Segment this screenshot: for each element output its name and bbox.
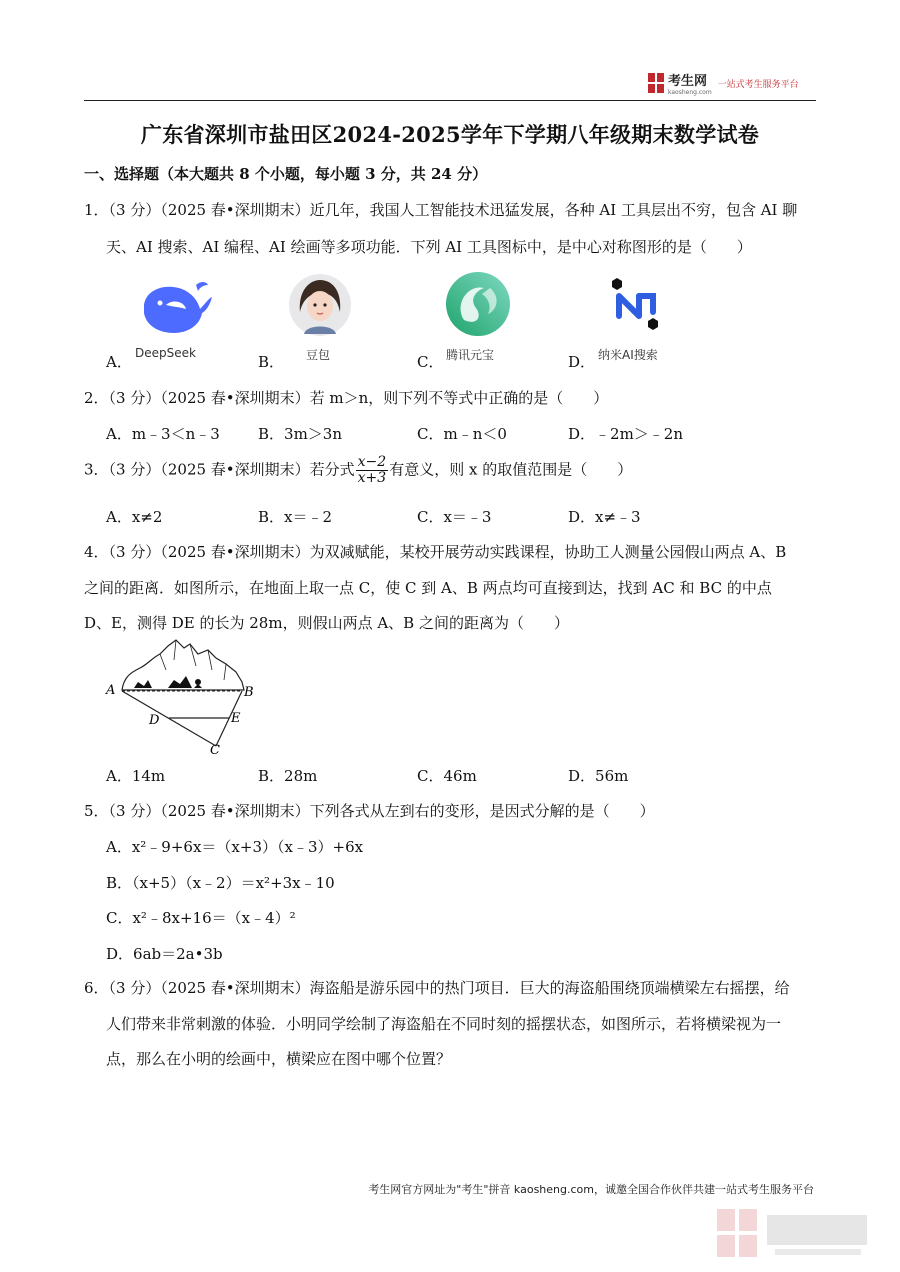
q3-frac-num: x−2 [357, 454, 387, 470]
header-rule [84, 100, 816, 101]
icon-label-deepseek: DeepSeek [135, 346, 196, 360]
logo-text: 考生网 [668, 73, 708, 89]
icon-label-nami: 纳米AI搜索 [598, 348, 658, 362]
q3-fraction [356, 455, 389, 486]
q1-option-c[interactable]: C． [417, 353, 444, 371]
q3-option-c[interactable]: C．x＝﹣3 [417, 508, 492, 526]
q4-line1: 4．（3 分）（2025 春•深圳期末）为双减赋能，某校开展劳动实践课程，协助工人测量公园假山两点 A、B [84, 543, 787, 561]
q1-line1: 1．（3 分）（2025 春•深圳期末）近几年，我国人工智能技术迅猛发展，各种 AI 工具层出不穷，包含 AI 聊 [84, 201, 798, 219]
page-title: 广东省深圳市盐田区2024-2025学年下学期八年级期末数学试卷 [140, 122, 760, 147]
q4-line2: 之间的距离．如图所示，在地面上取一点 C，使 C 到 A、B 两点均可直接到达，找到 AC 和 BC 的中点 [84, 579, 772, 597]
q3-stem [84, 455, 632, 486]
q1-line2: 天、AI 搜索、AI 编程、AI 绘画等多项功能．下列 AI 工具图标中，是中心对称图形的是（ ） [106, 238, 752, 256]
q6-line2: 人们带来非常刺激的体验．小明同学绘制了海盗船在不同时刻的摇摆状态，如图所示，若将横梁视为一 [106, 1015, 782, 1033]
q5-option-d[interactable]: D．6ab＝2a•3b [106, 945, 223, 963]
q2-option-c[interactable]: C．m﹣n＜0 [417, 425, 507, 443]
q5-option-a[interactable]: A．x²﹣9+6x＝（x+3）（x﹣3）+6x [106, 838, 364, 856]
watermark-logo [715, 1205, 875, 1260]
q6-line3: 点，那么在小明的绘画中，横梁应在图中哪个位置？ [106, 1050, 452, 1068]
q3-option-b[interactable]: B．x＝﹣2 [258, 508, 333, 526]
kaosheng-logo-icon [648, 73, 664, 93]
q5-option-b[interactable]: B．（x+5）（x﹣2）＝x²+3x﹣10 [106, 874, 335, 892]
footer-text: 考生网官方网址为"考生"拼音 kaosheng.com，诚邀全国合作伙伴共建一站式考生服务平台 [368, 1183, 814, 1196]
fig-label-d: D [149, 713, 160, 728]
deepseek-whale-icon [136, 275, 216, 343]
q1-option-b[interactable]: B． [258, 353, 285, 371]
q3-stem-before: 3．（3 分）（2025 春•深圳期末）若分式 [84, 460, 355, 479]
yuanbao-icon [444, 270, 512, 338]
q4-line3: D、E，测得 DE 的长为 28m，则假山两点 A、B 之间的距离为（ ） [84, 614, 569, 632]
q4-option-a[interactable]: A．14m [106, 767, 166, 785]
q3-frac-den: x+3 [357, 470, 387, 486]
q1-option-d[interactable]: D． [568, 353, 596, 371]
header-logo [648, 70, 818, 96]
q3-option-d[interactable]: D．x≠﹣3 [568, 508, 641, 526]
q5-option-c[interactable]: C．x²﹣8x+16＝（x﹣4）² [106, 909, 296, 927]
fig-label-a: A [106, 683, 116, 698]
q1-option-a[interactable]: A． [106, 353, 132, 371]
q3-stem-after: 有意义，则 x 的取值范围是（ ） [389, 460, 633, 479]
q4-option-c[interactable]: C．46m [417, 767, 477, 785]
q6-line1: 6．（3 分）（2025 春•深圳期末）海盗船是游乐园中的热门项目．巨大的海盗船围绕顶端横梁左右摇摆，给 [84, 979, 790, 997]
fig-label-b: B [244, 685, 254, 700]
q4-option-b[interactable]: B．28m [258, 767, 318, 785]
q2-stem: 2．（3 分）（2025 春•深圳期末）若 m＞n，则下列不等式中正确的是（ ） [84, 389, 609, 407]
q4-mountain-figure [104, 636, 264, 756]
nami-ai-icon [605, 272, 665, 336]
q2-option-a[interactable]: A．m﹣3＜n﹣3 [106, 425, 220, 443]
fig-label-e: E [231, 711, 241, 726]
icon-label-yuanbao: 腾讯元宝 [446, 348, 495, 362]
q2-option-b[interactable]: B．3m＞3n [258, 425, 342, 443]
header-slogan: 一站式考生服务平台 [717, 79, 799, 90]
section-heading: 一、选择题（本大题共 8 个小题，每小题 3 分，共 24 分） [84, 165, 488, 183]
doubao-avatar-icon [288, 272, 352, 338]
q2-option-d[interactable]: D．﹣2m＞﹣2n [568, 425, 683, 443]
fig-label-c: C [210, 743, 220, 756]
logo-sub: kaosheng.com [668, 88, 712, 96]
icon-label-doubao: 豆包 [306, 348, 331, 362]
q5-stem: 5．（3 分）（2025 春•深圳期末）下列各式从左到右的变形，是因式分解的是（ ） [84, 802, 655, 820]
q4-option-d[interactable]: D．56m [568, 767, 629, 785]
q3-option-a[interactable]: A．x≠2 [106, 508, 163, 526]
